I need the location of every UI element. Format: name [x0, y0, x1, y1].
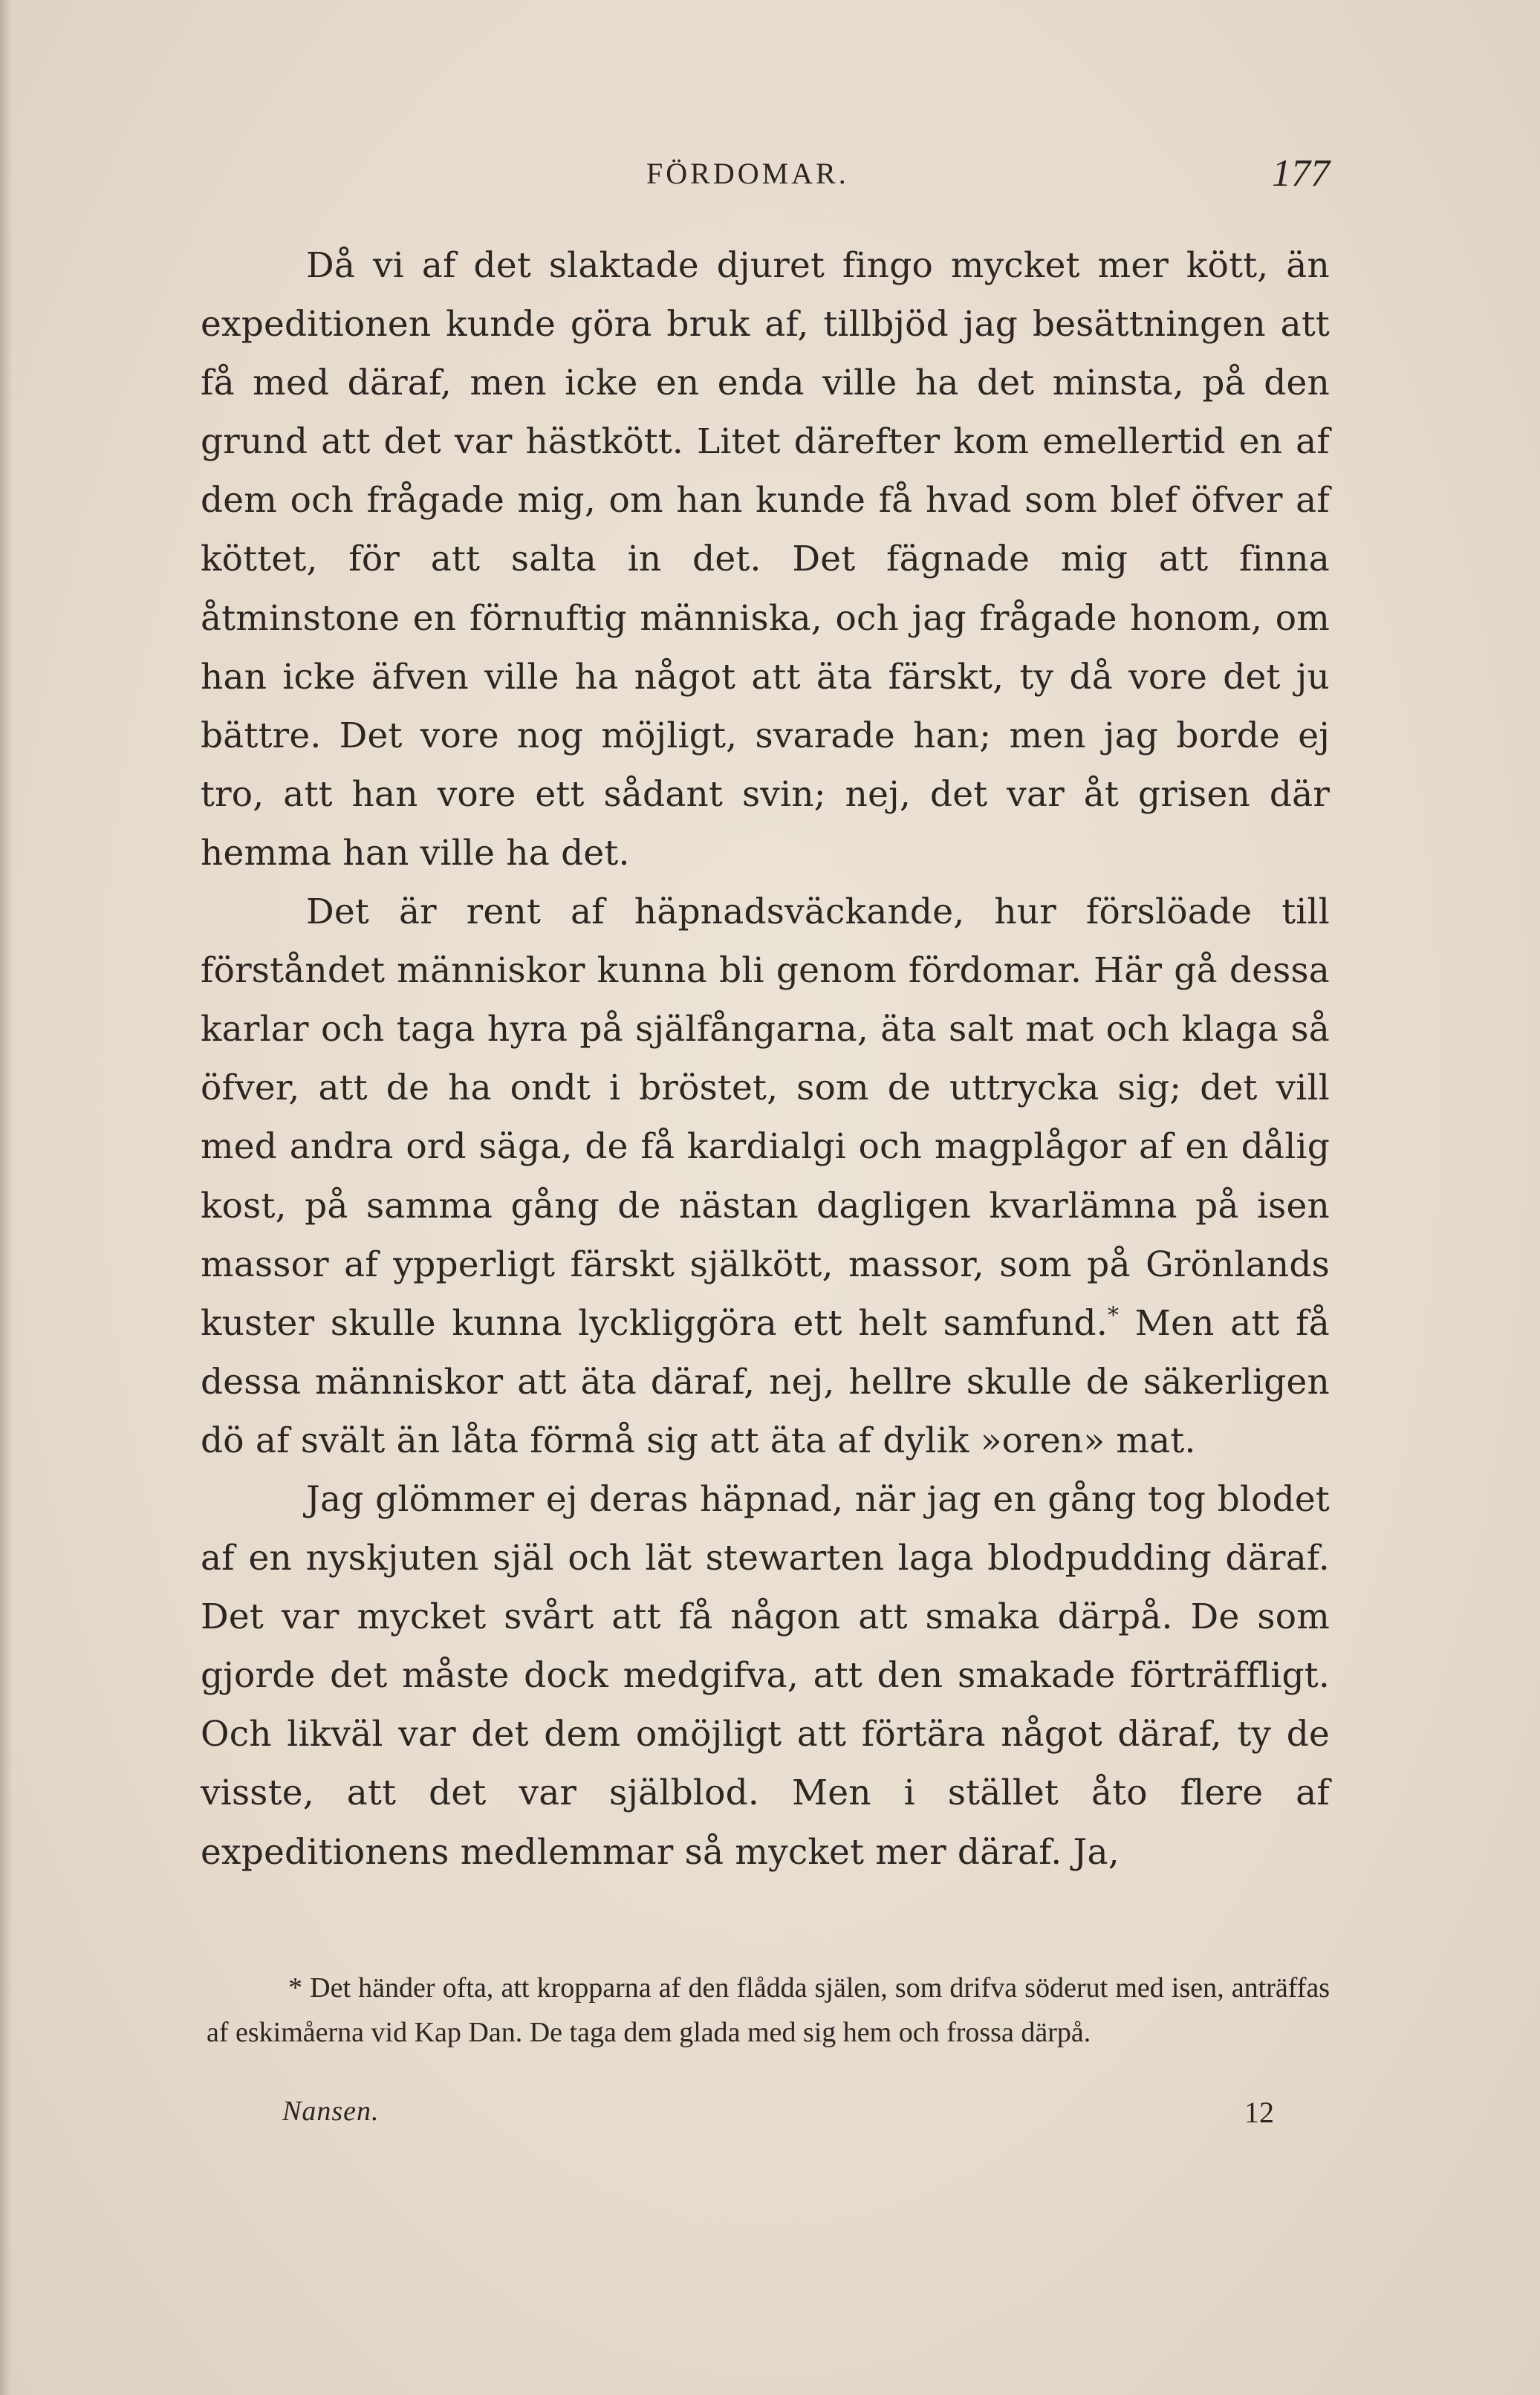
- page-footer: [282, 2095, 1274, 2139]
- running-header: [201, 149, 1330, 201]
- sheet-number: 12: [1244, 2096, 1274, 2129]
- paragraph-1: Då vi af det slaktade djuret fingo mycket mer kött, än expeditionen kunde göra bruk af, tillbjöd jag besättningen att få med däraf, men icke en enda ville ha det minsta, på den grund att det var hästkött. Litet därefter kom emellertid en af dem och frågade mig, om han kunde få hvad som blef öfver af köttet, för att salta in det. Det fägnade mig att finna åtminstone en förnuftig människa, och jag frågade honom, om han icke äfven ville ha något att äta färskt, ty då vore det ju bättre. Det vore nog möjligt, svarade han; men jag borde ej tro, att han vore ett sådant svin; nej, det var åt grisen där hemma han ville ha det.: [201, 245, 1330, 874]
- paragraph-2: [201, 883, 1330, 1470]
- footnote-marker: *: [1107, 1302, 1120, 1329]
- running-title: FÖRDOMAR.: [646, 157, 849, 190]
- signature-mark: Nansen.: [282, 2096, 380, 2127]
- body-text: [201, 236, 1330, 1882]
- page-number: 177: [1272, 152, 1330, 195]
- paragraph-2-text: Det är rent af häpnadsväckande, hur förslöade till förståndet människor kunna bli genom fördomar. Här gå dessa karlar och taga hyra på själfångarna, äta salt mat och klaga så öfver, att de ha ondt i bröstet, som de uttrycka sig; det vill med andra ord säga, de få kardialgi och magplågor af en dålig kost, på samma gång de nästan dagligen kvarlämna på isen massor af ypperligt färskt själkött, massor, som på Grönlands kuster skulle kunna lyckliggöra ett helt samfund.: [201, 891, 1330, 1344]
- paragraph-3: Jag glömmer ej deras häpnad, när jag en gång tog blodet af en nyskjuten själ och lät stewarten laga blodpudding däraf. Det var mycket svårt att få någon att smaka därpå. De som gjorde det måste dock medgifva, att den smakade förträffligt. Och likväl var det dem omöjligt att förtära något däraf, ty de visste, att det var själblod. Men i stället åto flere af expeditionens medlemmar så mycket mer däraf. Ja,: [201, 1478, 1330, 1873]
- paragraph-2-continuation: Men att få dessa människor att äta däraf, nej, hellre skulle de säkerligen dö af svält än låta förmå sig att äta af dylik »oren» mat.: [201, 1302, 1330, 1461]
- page-binding-edge: [0, 0, 13, 2395]
- footnote: * Det händer ofta, att kropparna af den flådda själen, som drifva söderut med isen, anträffas af eskimåerna vid Kap Dan. De taga dem glada med sig hem och frossa därpå.: [207, 1972, 1330, 2048]
